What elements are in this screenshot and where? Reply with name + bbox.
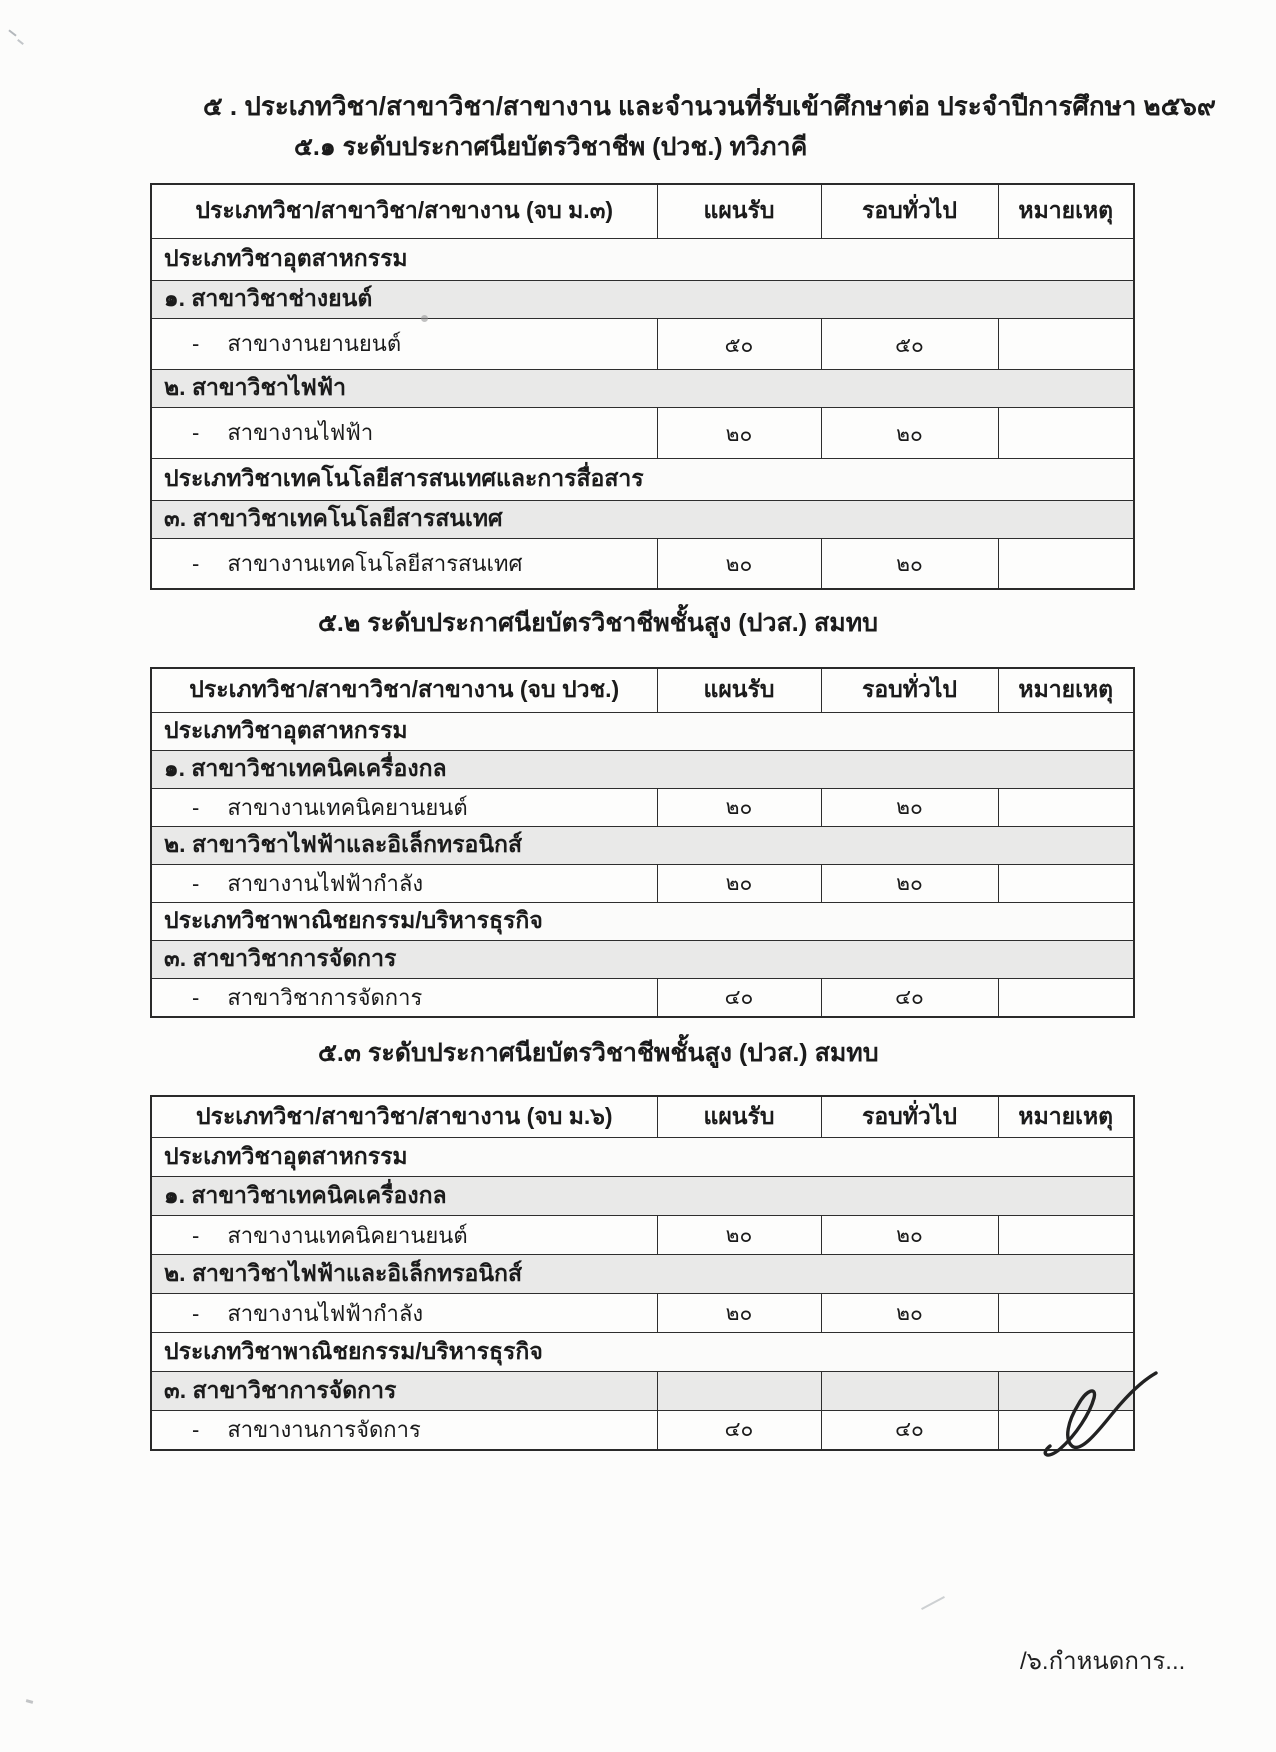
subject-label-cell: ๒. สาขาวิชาไฟฟ้า — [151, 369, 1134, 407]
scan-speck — [421, 315, 428, 322]
plan-value-cell: ๒๐ — [657, 1294, 821, 1333]
category-label-cell: ประเภทวิชาพาณิชยกรรม/บริหารธุรกิจ — [151, 902, 1134, 940]
column-header-general-round: รอบทั่วไป — [821, 184, 998, 238]
subject-label-cell: ๑. สาขาวิชาช่างยนต์ — [151, 280, 1134, 318]
subject-label-cell: ๒. สาขาวิชาไฟฟ้าและอิเล็กทรอนิกส์ — [151, 826, 1134, 864]
detail-label: สาขางานเทคนิคยานยนต์ — [227, 794, 468, 820]
table-row-detail — [151, 538, 1134, 589]
subject-label-cell: ๑. สาขาวิชาเทคนิคเครื่องกล — [151, 750, 1134, 788]
table-row-detail — [151, 407, 1134, 458]
detail-label-cell — [151, 407, 657, 458]
plan-value-cell: ๕๐ — [657, 318, 821, 369]
remark-cell — [998, 864, 1134, 902]
remark-cell — [998, 1216, 1134, 1255]
section-5-2-heading: ๕.๒ ระดับประกาศนียบัตรวิชาชีพชั้นสูง (ปวส.) สมทบ — [318, 609, 879, 637]
table-header-row — [151, 668, 1134, 712]
section-5-1-heading: ๕.๑ ระดับประกาศนียบัตรวิชาชีพ (ปวช.) ทวิภาคี — [294, 133, 808, 161]
plan-value-cell: ๔๐ — [657, 978, 821, 1017]
remark-cell — [998, 978, 1134, 1017]
table-header-row — [151, 184, 1134, 238]
table-row-category — [151, 902, 1134, 940]
subject-label-cell: ๓. สาขาวิชาการจัดการ — [151, 940, 1134, 978]
column-header-general-round: รอบทั่วไป — [821, 668, 998, 712]
table-row-subject — [151, 1177, 1134, 1216]
detail-label-cell — [151, 538, 657, 589]
table-row-subject — [151, 500, 1134, 538]
subject-label-cell: ๑. สาขาวิชาเทคนิคเครื่องกล — [151, 1177, 1134, 1216]
empty-cell — [998, 1372, 1134, 1411]
column-header-remark: หมายเหตุ — [998, 668, 1134, 712]
scan-speck — [8, 29, 16, 36]
empty-cell — [821, 1372, 998, 1411]
general-value-cell: ๒๐ — [821, 1294, 998, 1333]
detail-label: สาขางานไฟฟ้า — [227, 420, 374, 445]
section-5-3-heading: ๕.๓ ระดับประกาศนียบัตรวิชาชีพชั้นสูง (ปวส.) สมทบ — [318, 1039, 879, 1067]
scan-speck — [26, 1699, 34, 1704]
detail-dash: - — [192, 331, 200, 356]
column-header-remark: หมายเหตุ — [998, 184, 1134, 238]
table-row-subject — [151, 1372, 1134, 1411]
table-row-detail — [151, 864, 1134, 902]
table-row-category — [151, 238, 1134, 280]
table-row-subject — [151, 826, 1134, 864]
subject-label-cell: ๒. สาขาวิชาไฟฟ้าและอิเล็กทรอนิกส์ — [151, 1255, 1134, 1294]
subject-label-cell: ๓. สาขาวิชาเทคโนโลยีสารสนเทศ — [151, 500, 1134, 538]
detail-label: สาขางานไฟฟ้ากำลัง — [227, 870, 424, 896]
plan-value-cell: ๒๐ — [657, 1216, 821, 1255]
table-5-1 — [150, 183, 1135, 590]
general-value-cell: ๒๐ — [821, 1216, 998, 1255]
table-row-subject — [151, 280, 1134, 318]
general-value-cell: ๕๐ — [821, 318, 998, 369]
detail-label: สาขางานไฟฟ้ากำลัง — [227, 1300, 424, 1326]
scan-speck — [921, 1596, 945, 1610]
detail-label: สาขางานเทคโนโลยีสารสนเทศ — [227, 550, 523, 576]
table-row-category — [151, 1138, 1134, 1177]
table-row-subject — [151, 940, 1134, 978]
detail-label-cell — [151, 864, 657, 902]
detail-label-cell — [151, 1294, 657, 1333]
category-label-cell: ประเภทวิชาอุตสาหกรรม — [151, 1138, 1134, 1177]
column-header-plan: แผนรับ — [657, 1096, 821, 1138]
scan-speck — [17, 39, 24, 45]
general-value-cell: ๒๐ — [821, 538, 998, 589]
category-label-cell: ประเภทวิชาอุตสาหกรรม — [151, 712, 1134, 750]
column-header-plan: แผนรับ — [657, 668, 821, 712]
table-row-detail — [151, 1411, 1134, 1450]
table-header-row — [151, 1096, 1134, 1138]
remark-cell — [998, 318, 1134, 369]
general-value-cell: ๔๐ — [821, 1411, 998, 1450]
detail-dash: - — [192, 420, 200, 445]
column-header-plan: แผนรับ — [657, 184, 821, 238]
detail-label-cell — [151, 318, 657, 369]
remark-cell — [998, 788, 1134, 826]
column-header-remark: หมายเหตุ — [998, 1096, 1134, 1138]
table-row-detail — [151, 1216, 1134, 1255]
table-row-detail — [151, 788, 1134, 826]
table-row-subject — [151, 1255, 1134, 1294]
table-row-category — [151, 1333, 1134, 1372]
remark-cell — [998, 1411, 1134, 1450]
detail-dash: - — [192, 984, 200, 1010]
plan-value-cell: ๒๐ — [657, 864, 821, 902]
general-value-cell: ๔๐ — [821, 978, 998, 1017]
category-label-cell: ประเภทวิชาอุตสาหกรรม — [151, 238, 1134, 280]
table-row-category — [151, 712, 1134, 750]
detail-label-cell — [151, 788, 657, 826]
detail-label: สาขางานการจัดการ — [227, 1417, 421, 1443]
general-value-cell: ๒๐ — [821, 864, 998, 902]
category-label-cell: ประเภทวิชาเทคโนโลยีสารสนเทศและการสื่อสาร — [151, 458, 1134, 500]
column-header-program: ประเภทวิชา/สาขาวิชา/สาขางาน (จบ ปวช.) — [151, 668, 657, 712]
detail-dash: - — [192, 794, 200, 820]
detail-dash: - — [192, 1300, 200, 1326]
column-header-program: ประเภทวิชา/สาขาวิชา/สาขางาน (จบ ม.๖) — [151, 1096, 657, 1138]
detail-label-cell — [151, 978, 657, 1017]
detail-label-cell — [151, 1411, 657, 1450]
table-row-detail — [151, 978, 1134, 1017]
plan-value-cell: ๒๐ — [657, 407, 821, 458]
page-title: ๕ . ประเภทวิชา/สาขาวิชา/สาขางาน และจำนวนที่รับเข้าศึกษาต่อ ประจำปีการศึกษา ๒๕๖๙ — [203, 91, 1216, 121]
column-header-general-round: รอบทั่วไป — [821, 1096, 998, 1138]
detail-dash: - — [192, 1222, 200, 1248]
table-5-2 — [150, 667, 1135, 1018]
detail-dash: - — [192, 1417, 200, 1443]
remark-cell — [998, 407, 1134, 458]
category-label-cell: ประเภทวิชาพาณิชยกรรม/บริหารธุรกิจ — [151, 1333, 1134, 1372]
empty-cell — [657, 1372, 821, 1411]
plan-value-cell: ๔๐ — [657, 1411, 821, 1450]
detail-label: สาขางานเทคนิคยานยนต์ — [227, 1222, 468, 1248]
table-row-subject — [151, 750, 1134, 788]
table-row-detail — [151, 1294, 1134, 1333]
table-row-subject — [151, 369, 1134, 407]
general-value-cell: ๒๐ — [821, 407, 998, 458]
table-row-detail — [151, 318, 1134, 369]
general-value-cell: ๒๐ — [821, 788, 998, 826]
detail-dash: - — [192, 870, 200, 896]
subject-label-cell: ๓. สาขาวิชาการจัดการ — [151, 1372, 657, 1411]
remark-cell — [998, 538, 1134, 589]
detail-dash: - — [192, 550, 200, 576]
detail-label-cell — [151, 1216, 657, 1255]
column-header-program: ประเภทวิชา/สาขาวิชา/สาขางาน (จบ ม.๓) — [151, 184, 657, 238]
plan-value-cell: ๒๐ — [657, 788, 821, 826]
table-row-category — [151, 458, 1134, 500]
detail-label: สาขางานยานยนต์ — [227, 331, 402, 356]
remark-cell — [998, 1294, 1134, 1333]
detail-label: สาขาวิชาการจัดการ — [227, 984, 423, 1010]
table-5-3 — [150, 1095, 1135, 1451]
footer-continuation-note: /๖.กำหนดการ... — [1020, 1648, 1186, 1675]
plan-value-cell: ๒๐ — [657, 538, 821, 589]
